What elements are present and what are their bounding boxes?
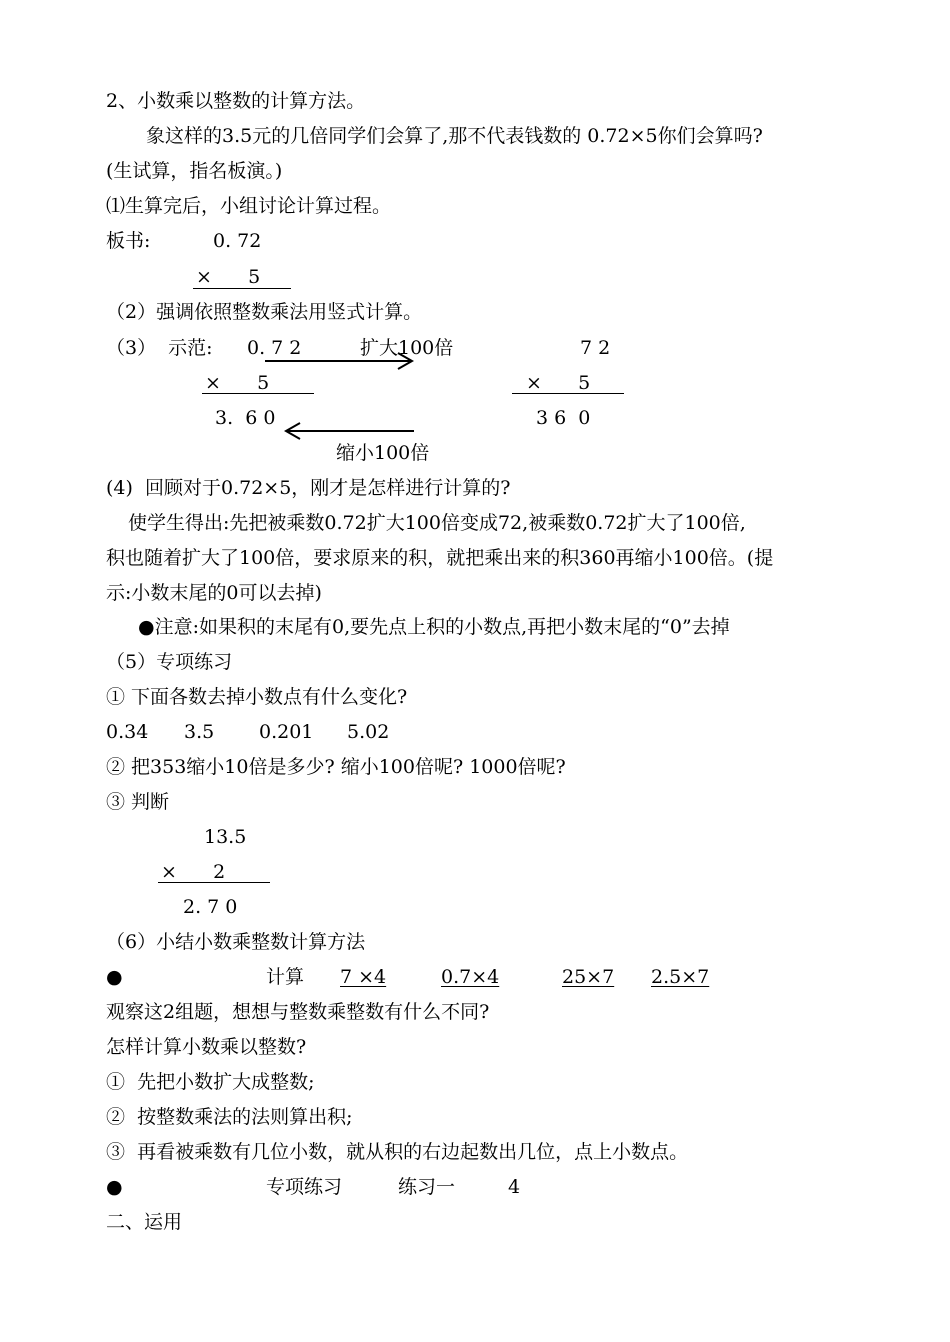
judge-underline (158, 882, 270, 883)
step4-line2: 积也随着扩大了100倍，要求原来的积，就把乘出来的积360再缩小100倍。(提 (106, 547, 774, 569)
demo-right-multiplier: × 5 (526, 372, 591, 394)
bullet-icon: ● (106, 1176, 123, 1198)
step1-text: ⑴生算完后，小组讨论计算过程。 (106, 195, 392, 217)
rule-item: ② 按整数乘法的法则算出积; (106, 1106, 353, 1128)
rule-item: ③ 再看被乘数有几位小数，就从积的右边起数出几位，点上小数点。 (106, 1141, 689, 1163)
number-item: 0.201 (259, 721, 314, 743)
apply-heading: 二、运用 (106, 1211, 183, 1233)
attention-note: ●注意:如果积的末尾有0,要先点上积的小数点,再把小数末尾的“0”去掉 (138, 616, 730, 638)
demo-left-result: 3. 6 0 (215, 407, 276, 429)
shrink-arrow (286, 423, 414, 439)
number-item: 5.02 (347, 721, 390, 743)
calc-item: 0.7×4 (441, 966, 500, 988)
step5-q2: ② 把353缩小10倍是多少? 缩小100倍呢? 1000倍呢? (106, 756, 566, 778)
board-label: 板书: (106, 230, 151, 252)
step4-line3: 示:小数末尾的0可以去掉) (106, 582, 322, 604)
step3-label: （3） 示范: (106, 337, 213, 359)
intro-paragraph-cont: (生试算，指名板演。) (106, 160, 283, 182)
step4-line1: 使学生得出:先把被乘数0.72扩大100倍变成72,被乘数0.72扩大了100倍, (128, 512, 746, 534)
board-underline (193, 288, 291, 289)
practice-book: 练习一 (398, 1176, 456, 1198)
step5-q1: ① 下面各数去掉小数点有什么变化? (106, 686, 408, 708)
intro-paragraph: 象这样的3.5元的几倍同学们会算了,那不代表钱数的 0.72×5你们会算吗? (146, 125, 763, 147)
number-item: 3.5 (184, 721, 215, 743)
board-multiplicand: 0. 72 (213, 230, 262, 252)
step6-title: （6）小结小数乘整数计算方法 (106, 931, 366, 953)
number-item: 0.34 (106, 721, 149, 743)
demo-left-multiplier: × 5 (205, 372, 270, 394)
judge-result: 2. 7 0 (183, 896, 238, 918)
calc-label: 计算 (266, 966, 305, 988)
enlarge-label: 扩大100倍 (360, 337, 454, 359)
step5-q3: ③ 判断 (106, 791, 170, 813)
judge-multiplier: × 2 (161, 861, 226, 883)
calc-item: 2.5×7 (651, 966, 710, 988)
rule-item: ① 先把小数扩大成整数; (106, 1071, 315, 1093)
demo-right-top: 7 2 (580, 337, 611, 359)
demo-left-top: 0. 7 2 (247, 337, 302, 359)
observe-text: 观察这2组题，想想与整数乘整数有什么不同? (106, 1001, 490, 1023)
judge-top: 13.5 (204, 826, 247, 848)
step5-title: （5）专项练习 (106, 651, 233, 673)
demo-left-underline (202, 393, 314, 394)
bullet-icon: ● (106, 966, 123, 988)
calc-item: 7 ×4 (340, 966, 387, 988)
practice-number: 4 (508, 1176, 521, 1198)
step4-question: (4) 回顾对于0.72×5，刚才是怎样进行计算的? (106, 477, 511, 499)
section-heading: 2、小数乘以整数的计算方法。 (106, 90, 366, 112)
demo-right-result: 3 6 0 (536, 407, 591, 429)
practice-label: 专项练习 (266, 1176, 343, 1198)
calc-item: 25×7 (562, 966, 615, 988)
demo-right-underline (512, 393, 624, 394)
how-text: 怎样计算小数乘以整数? (106, 1036, 307, 1058)
shrink-label: 缩小100倍 (336, 442, 430, 464)
board-multiplier: × 5 (196, 266, 261, 288)
step2-text: （2）强调依照整数乘法用竖式计算。 (106, 301, 423, 323)
